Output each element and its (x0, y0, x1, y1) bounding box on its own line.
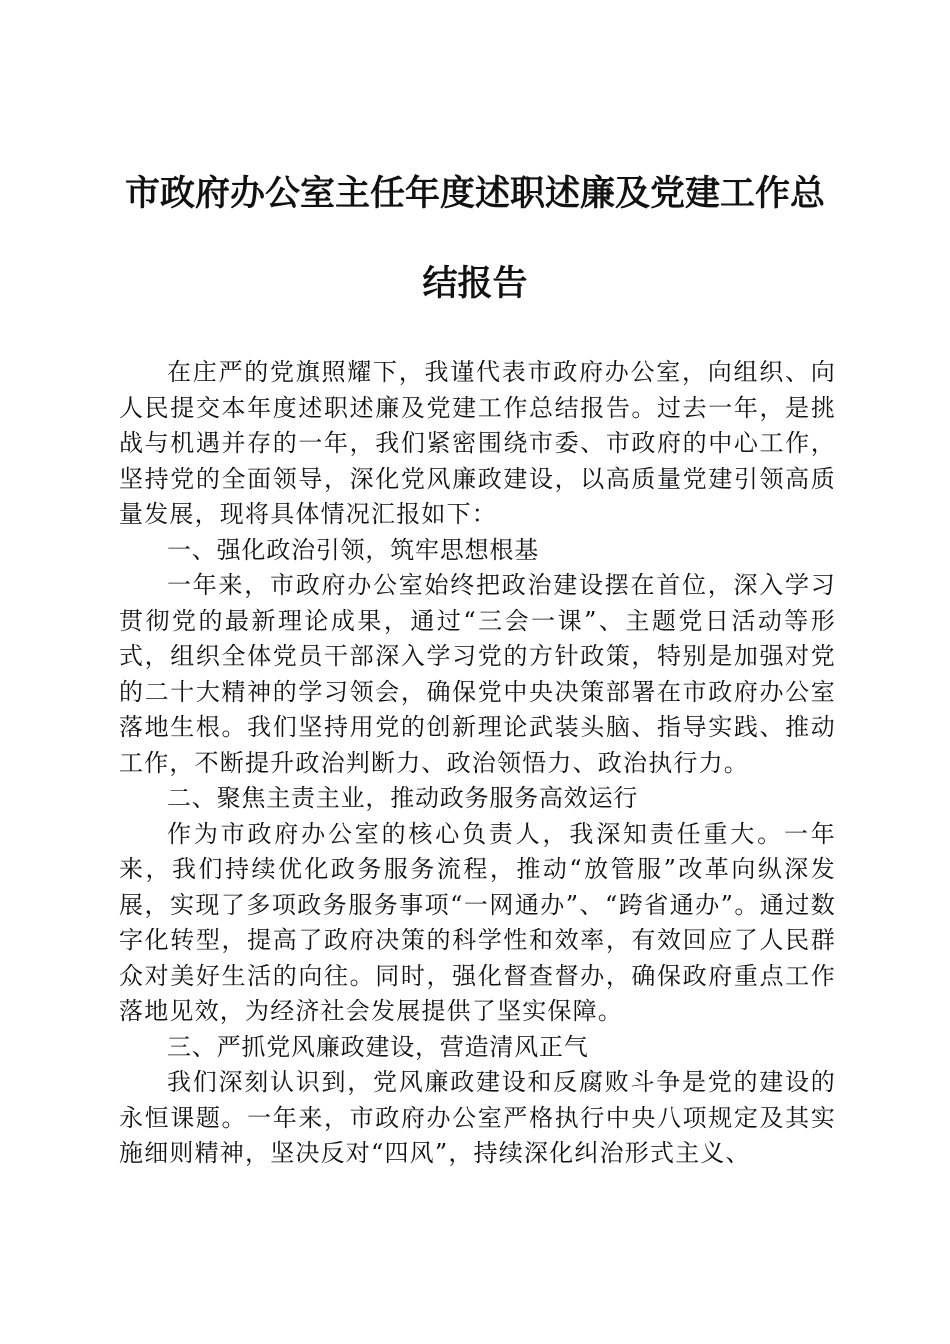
document-body (119, 355, 836, 1172)
intro-paragraph: 在庄严的党旗照耀下，我谨代表市政府办公室，向组织、向人民提交本年度述职述廉及党建工作总结报告。过去一年，是挑战与机遇并存的一年，我们紧密围绕市委、市政府的中心工作，坚持党的全面领导，深化党风廉政建设，以高质量党建引领高质量发展，现将具体情况汇报如下： (119, 358, 836, 528)
section-paragraph-3: 我们深刻认识到，党风廉政建设和反腐败斗争是党的建设的永恒课题。一年来，市政府办公室严格执行中央八项规定及其实施细则精神，坚决反对“四风”，持续深化纠治形式主义、 (119, 1068, 836, 1167)
section-paragraph-1: 一年来，市政府办公室始终把政治建设摆在首位，深入学习贯彻党的最新理论成果，通过“三会一课”、主题党日活动等形式，组织全体党员干部深入学习党的方针政策，特别是加强对党的二十大精神的学习领会，确保党中央决策部署在市政府办公室落地生根。我们坚持用党的创新理论武装头脑、指导实践、推动工作，不断提升政治判断力、政治领悟力、政治执行力。 (119, 571, 836, 777)
section-heading-3: 三、严抓党风廉政建设，营造清风正气 (167, 1032, 589, 1061)
section-heading-2: 二、聚焦主责主业，推动政务服务高效运行 (167, 784, 639, 812)
section-paragraph-2: 作为市政府办公室的核心负责人，我深知责任重大。一年来，我们持续优化政务服务流程，推动“放管服”改革向纵深发展，实现了多项政务服务事项“一网通办”、“跨省通办”。通过数字化转型，提高了政府决策的科学性和效率，有效回应了人民群众对美好生活的向往。同时，强化督查督办，确保政府重点工作落地见效，为经济社会发展提供了坚实保障。 (119, 819, 836, 1025)
document-title-line-2: 结报告 (422, 263, 528, 304)
section-heading-1: 一、强化政治引领，筑牢思想根基 (167, 535, 539, 564)
document-title-line-1: 市政府办公室主任年度述职述廉及党建工作总 (124, 173, 825, 214)
